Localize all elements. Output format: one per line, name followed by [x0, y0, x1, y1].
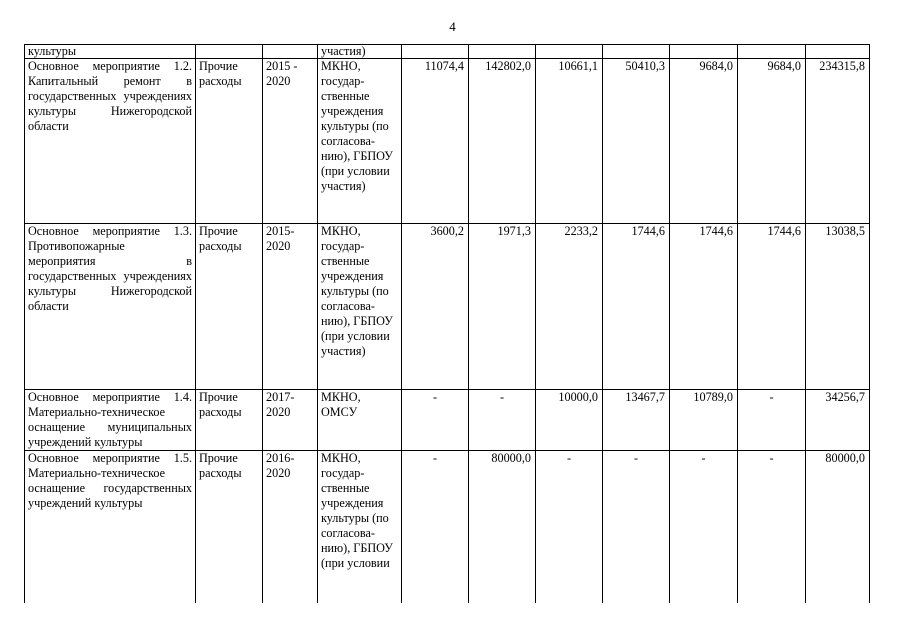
cell-value: - — [670, 451, 738, 603]
cell-executor: МКНО, государ-ственные учреждения культуры (по согласова-нию), ГБПОУ (при условии — [318, 451, 402, 603]
cell-value: - — [402, 390, 469, 451]
cell-value: 1744,6 — [738, 224, 806, 390]
table-row-carryover — [25, 45, 870, 59]
cell-period: 2017-2020 — [263, 390, 318, 451]
cell-expense: Прочие расходы — [196, 224, 263, 390]
cell-value: 11074,4 — [402, 59, 469, 224]
cell-value: 80000,0 — [469, 451, 536, 603]
cell-value: - — [738, 390, 806, 451]
page-number: 4 — [449, 19, 456, 34]
cell-value: 10789,0 — [670, 390, 738, 451]
cell-name: Основное мероприятие 1.5. Материально-техническое оснащение государственных учреждений культуры — [25, 451, 196, 603]
cell-period: 2015-2020 — [263, 224, 318, 390]
cell-name: Основное мероприятие 1.2. Капитальный ремонт в государственных учреждениях культуры Нижегородской области — [25, 59, 196, 224]
cell-value: 1744,6 — [670, 224, 738, 390]
cell-value: 10661,1 — [536, 59, 603, 224]
table-row — [25, 224, 870, 390]
cell-total: 80000,0 — [806, 451, 870, 603]
cell-executor: МКНО, ОМСУ — [318, 390, 402, 451]
cell-executor: МКНО, государ-ственные учреждения культуры (по согласова-нию), ГБПОУ (при условии участия) — [318, 224, 402, 390]
cell-total: 234315,8 — [806, 59, 870, 224]
cell-value: 1744,6 — [603, 224, 670, 390]
table-row — [25, 451, 870, 603]
cell-period: 2016-2020 — [263, 451, 318, 603]
cell-expense: Прочие расходы — [196, 451, 263, 603]
cell-value: 3600,2 — [402, 224, 469, 390]
cell-value: - — [738, 451, 806, 603]
table-row — [25, 59, 870, 224]
cell-value: 10000,0 — [536, 390, 603, 451]
budget-table — [24, 44, 870, 603]
cell-value: 9684,0 — [738, 59, 806, 224]
cell-value: - — [603, 451, 670, 603]
cell-expense: Прочие расходы — [196, 390, 263, 451]
cell-total: 13038,5 — [806, 224, 870, 390]
table-row — [25, 390, 870, 451]
cell-value: 2233,2 — [536, 224, 603, 390]
cell-value: - — [469, 390, 536, 451]
cell-value: 142802,0 — [469, 59, 536, 224]
cell-value: - — [536, 451, 603, 603]
cell-expense: Прочие расходы — [196, 59, 263, 224]
cell-value: 50410,3 — [603, 59, 670, 224]
cell-value: - — [402, 451, 469, 603]
cell-period: 2015 - 2020 — [263, 59, 318, 224]
cell-value: 1971,3 — [469, 224, 536, 390]
cell-value: 9684,0 — [670, 59, 738, 224]
cell-value: 13467,7 — [603, 390, 670, 451]
cell-executor: участия) — [318, 45, 402, 59]
cell-total: 34256,7 — [806, 390, 870, 451]
cell-executor: МКНО, государ-ственные учреждения культуры (по согласова-нию), ГБПОУ (при условии участия) — [318, 59, 402, 224]
cell-name: Основное мероприятие 1.3. Противопожарные мероприятия в государственных учреждениях культуры Нижегородской области — [25, 224, 196, 390]
cell-name: Основное мероприятие 1.4. Материально-техническое оснащение муниципальных учреждений культуры — [25, 390, 196, 451]
cell-name: культуры — [25, 45, 196, 59]
